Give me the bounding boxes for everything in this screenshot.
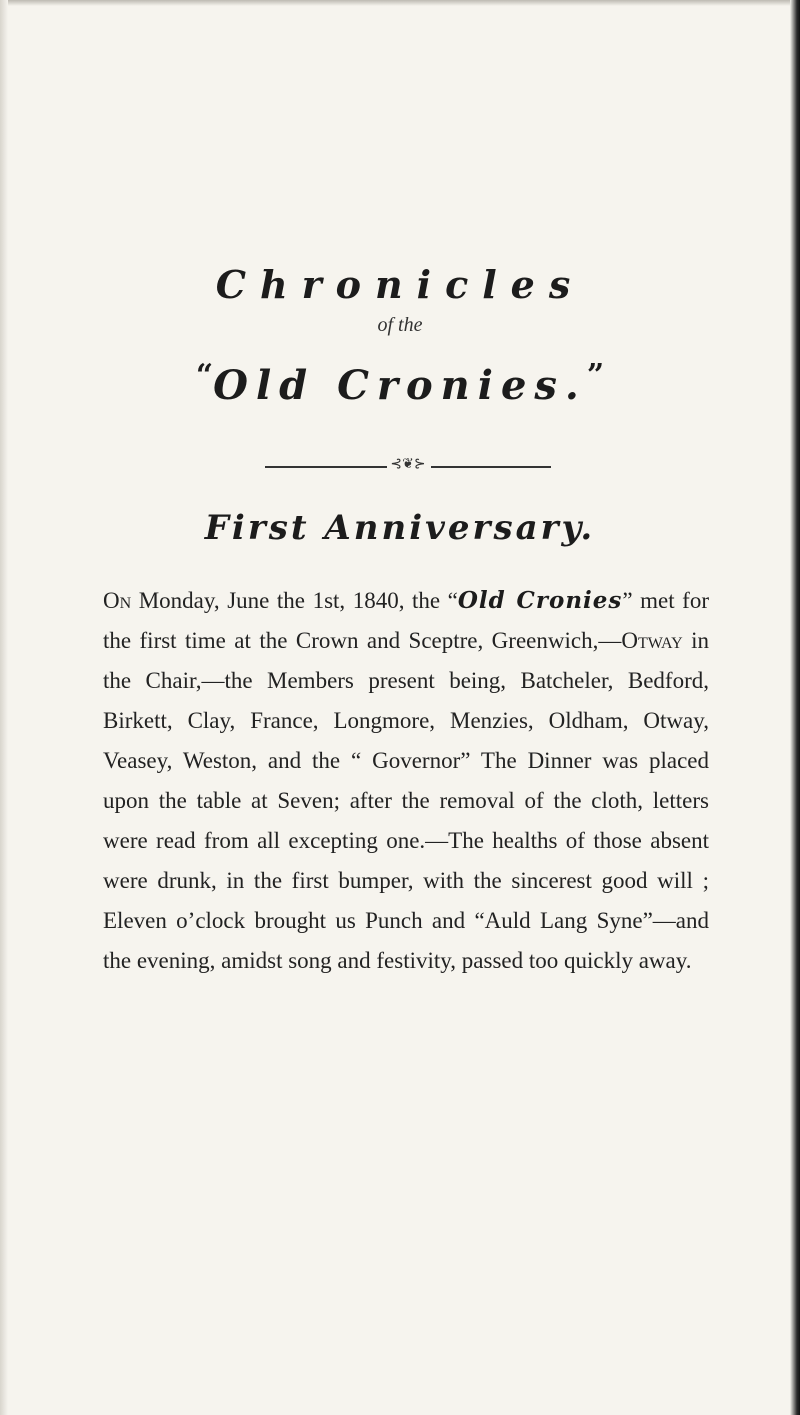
paragraph-text <box>103 581 709 981</box>
chairman-name: Otway <box>621 628 683 653</box>
club-name-inline: Old Cronies <box>457 587 623 614</box>
page-subheading: of the <box>377 314 423 336</box>
divider-line-left <box>265 466 387 468</box>
page-edge-shadow-left <box>0 0 8 1415</box>
club-name-text: Old Cronies. <box>213 362 587 409</box>
divider-line-right <box>431 466 551 468</box>
divider-ornament-icon: ⊰❦⊱ <box>390 457 426 472</box>
page-edge-shadow <box>0 0 800 6</box>
section-title: First Anniversary. <box>204 508 596 548</box>
club-name <box>0 358 800 409</box>
text-run: ” met for the first time at the Crown and Sceptre, Greenwich,— <box>103 588 710 653</box>
opening-word: On <box>103 588 132 613</box>
ornamental-divider <box>265 457 551 472</box>
body-paragraph <box>103 581 709 981</box>
page-heading: Chronicles <box>215 262 585 307</box>
page-edge-binding <box>790 0 800 1415</box>
open-quote: “ <box>195 358 214 393</box>
text-run: Monday, June the 1st, 1840, the “ <box>131 588 458 613</box>
text-run: in the Chair,—the Members present being, Batcheler, Bedford, Birkett, Clay, France, Longmore, Menzies, Oldham, Otway, Veasey, Weston, and the “ Governor” The Dinner was placed upon the table at Seven; after the removal of the cloth, letters were read from all excepting one.—The healths of those absent were drunk, in the first bumper, with the sincerest good will ; Eleven o’clock brought us Punch and “Auld Lang Syne”—and the evening, amidst song and festivity, passed too quickly away. <box>103 628 710 973</box>
close-quote: ” <box>586 358 605 393</box>
